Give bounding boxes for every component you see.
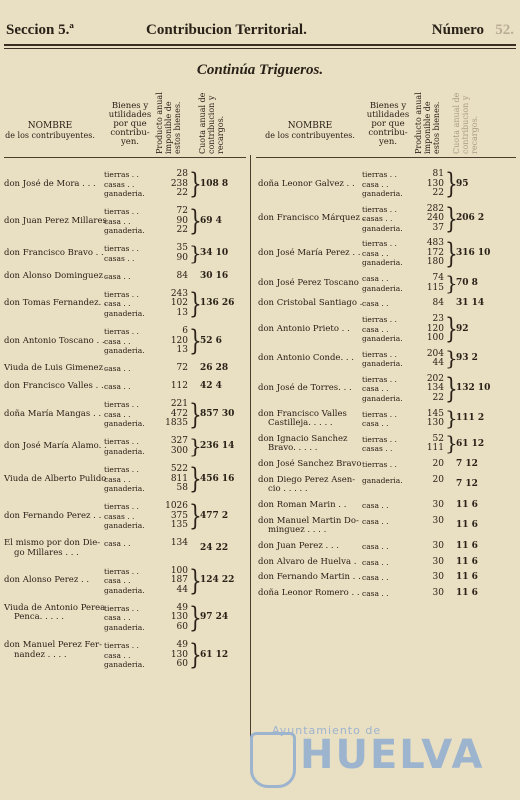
contributor-name: don Roman Marin . . (258, 499, 347, 510)
property-type: casa . . (362, 500, 389, 510)
contributor-name: don José de Torres. . . (258, 383, 352, 394)
left-producto-header: Producto anual imponible de estos bienes. (155, 92, 182, 154)
property-type: tierras . . (104, 327, 139, 336)
property-type: tierras . . (362, 409, 397, 419)
annual-product-value: 30 (432, 499, 444, 510)
annual-quota: 31 14 (456, 298, 485, 309)
annual-product-value: 22 (432, 392, 444, 403)
annual-product-value: 22 (176, 188, 188, 198)
numero-value: 52. (495, 22, 514, 38)
annual-quota: 95 (456, 178, 469, 189)
property-type: tierras . . (104, 400, 139, 410)
annual-product-value: 90 (176, 215, 188, 226)
annual-product-value: 60 (176, 659, 188, 669)
property-type: ganaderia. (362, 223, 403, 233)
property-type: casa . . (104, 474, 131, 484)
property-type: casa . . (362, 299, 389, 309)
property-type: tierras . . (362, 315, 397, 324)
property-type: casa . . (362, 179, 389, 189)
contributor-name: don Juan Perez . . . (258, 540, 340, 551)
annual-product-value: 202 (426, 373, 444, 384)
contributor-name: don José María Alamo. . (4, 441, 107, 452)
property-type: tierras . . (104, 566, 139, 576)
property-type: tierras . . (362, 170, 397, 179)
huelva-watermark: Ayuntamiento de HUELVA (250, 722, 480, 782)
annual-product-value: 130 (426, 418, 444, 429)
contributor-name: don José Perez Toscano (258, 277, 359, 288)
property-type: ganaderia. (362, 283, 403, 293)
contributor-name: don Ignacio Sanchez (258, 433, 348, 444)
annual-product-value: 72 (176, 206, 188, 217)
table-row (0, 299, 520, 309)
annual-product-value: 30 (432, 556, 444, 567)
property-type: tierras . . (104, 207, 139, 217)
header-rule-thin (4, 48, 516, 49)
brace-icon: } (445, 431, 458, 456)
annual-product-value: 180 (426, 257, 444, 268)
property-type: casa . . (104, 613, 131, 623)
annual-product-value: 49 (176, 602, 188, 613)
annual-product-value: 130 (170, 612, 188, 623)
contributor-name-continued: cio . . . . . (268, 484, 308, 495)
annual-quota: 97 24 (200, 612, 229, 623)
contributor-name-continued: minguez . . . . (268, 525, 327, 536)
annual-product-value: 30 (432, 572, 444, 583)
contributor-name: don Manuel Perez Fer- (4, 640, 102, 650)
property-type: ganaderia. (362, 475, 403, 485)
table-row (0, 589, 520, 599)
annual-product-value: 204 (426, 348, 444, 359)
annual-product-value: 120 (170, 335, 188, 346)
annual-product-value: 327 (170, 436, 188, 447)
section-subtitle: Continúa Trigueros. (196, 62, 324, 78)
property-type: casa . . (362, 516, 389, 526)
annual-quota: 477 2 (200, 510, 229, 521)
annual-product-value: 23 (432, 314, 444, 324)
contributor-name: don José Sanchez Bravo (258, 459, 362, 469)
contributor-name-continued: Penca. . . . . (14, 612, 64, 623)
property-type: tierras . . (104, 603, 139, 613)
contributor-name: don Francisco Bravo . . (4, 247, 104, 258)
annual-product-value: 28 (176, 169, 188, 179)
property-type: casa . . (362, 541, 389, 551)
brace-icon: } (189, 240, 202, 265)
property-type: ganaderia. (104, 189, 145, 198)
annual-product-value: 30 (432, 587, 444, 598)
brace-icon: } (189, 563, 202, 597)
left-cuota-header: Cuota anual de contribucion y recargos. (198, 92, 225, 154)
property-type: casa . . (104, 576, 131, 586)
contributor-name: don Cristobal Santiago . (258, 298, 363, 309)
annual-product-value: 84 (176, 270, 188, 281)
page-header (6, 18, 514, 46)
brace-icon: } (189, 637, 202, 672)
annual-product-value: 20 (432, 459, 444, 469)
table-row (0, 600, 520, 634)
annual-quota: 93 2 (456, 353, 478, 364)
annual-product-value: 134 (426, 383, 444, 394)
property-type: casa . . (362, 419, 389, 429)
property-type: casa . . (104, 299, 131, 309)
property-type: casa . . (104, 336, 131, 346)
contributor-name: Viuda de Luis Gimenez . (4, 363, 109, 374)
annual-product-value: 112 (170, 381, 188, 392)
annual-product-value: 44 (176, 584, 188, 595)
contributor-name: doña María Mangas . . (4, 408, 102, 419)
brace-icon: } (445, 270, 458, 295)
table-row (0, 517, 520, 536)
contributor-name: don Alonso Dominguez . (4, 270, 109, 281)
property-type: ganaderia. (362, 359, 403, 369)
annual-quota: 61 12 (456, 438, 485, 449)
annual-product-value: 13 (176, 307, 188, 318)
property-type: ganaderia. (104, 419, 145, 429)
contributor-name: El mismo por don Die- (4, 538, 101, 549)
annual-product-value: 282 (426, 203, 444, 214)
annual-product-value: 22 (176, 225, 188, 236)
property-type: casa . . (104, 271, 131, 281)
annual-quota: 11 6 (456, 572, 478, 583)
table-row (0, 431, 520, 458)
annual-quota: 111 2 (456, 413, 485, 424)
brace-icon: } (189, 498, 202, 533)
annual-product-value: 30 (432, 540, 444, 551)
property-type: ganaderia. (104, 622, 145, 632)
property-type: tierras . . (362, 204, 397, 214)
header-rule (4, 44, 516, 46)
brace-icon: } (189, 286, 202, 320)
brace-icon: } (189, 323, 202, 358)
annual-product-value: 115 (426, 282, 444, 293)
property-type: tierras . . (104, 289, 139, 299)
annual-quota: 61 12 (200, 649, 229, 660)
annual-product-value: 1026 (165, 501, 188, 512)
property-type: tierras . . (104, 465, 139, 474)
left-name-header: NOMBRE de los contribuyentes. (5, 121, 95, 140)
contributor-name: don Francisco Márquez . (258, 213, 366, 224)
annual-product-value: 243 (170, 288, 188, 299)
annual-quota: 7 12 (456, 459, 478, 469)
contributor-name: doña Leonor Romero . . (258, 587, 360, 598)
table-row (0, 460, 520, 470)
contributor-name: don Antonio Conde. . . (258, 353, 354, 364)
contributor-name: don Tomas Fernandez. . (4, 298, 107, 309)
annual-quota: 236 14 (200, 441, 235, 452)
table-row (0, 558, 520, 568)
table-row (0, 542, 520, 552)
annual-product-value: 13 (176, 345, 188, 355)
property-type: ganaderia. (104, 226, 145, 236)
table-row (0, 346, 520, 371)
property-type: tierras . . (104, 170, 139, 179)
annual-product-value: 49 (176, 640, 188, 650)
annual-product-value: 58 (176, 483, 188, 493)
annual-quota: 206 2 (456, 213, 485, 224)
property-type: tierras . . (104, 502, 139, 512)
annual-quota: 7 12 (456, 479, 478, 490)
annual-product-value: 135 (170, 520, 188, 531)
property-type: tierras . . (104, 244, 139, 254)
brace-icon: } (445, 406, 458, 431)
contributor-name: Viuda de Alberto Pulido (4, 473, 107, 484)
right-producto-header: Producto anual imponible de estos bienes. (414, 92, 441, 154)
property-type: ganaderia. (104, 660, 145, 669)
annual-quota: 69 4 (200, 215, 222, 226)
property-type: casa . . (362, 573, 389, 583)
brace-icon: } (445, 201, 458, 235)
contributor-name: Viuda de Antonio Perea (4, 602, 106, 613)
contributor-name-continued: nandez . . . . (14, 649, 67, 660)
annual-product-value: 130 (426, 178, 444, 189)
property-type: ganaderia. (104, 484, 145, 493)
right-cuota-header: Cuota anual de contribucion y recargos. (452, 92, 479, 154)
annual-product-value: 100 (426, 333, 444, 343)
brace-icon: } (189, 166, 202, 201)
property-type: ganaderia. (362, 189, 403, 198)
brace-icon: } (189, 203, 202, 238)
property-type: tierras . . (362, 374, 397, 384)
property-type: ganaderia. (104, 308, 145, 318)
table-row (0, 166, 520, 201)
property-type: ganaderia. (104, 346, 145, 355)
annual-product-value: 522 (170, 464, 188, 474)
right-bienes-header: Bienes y utilidades por que contribu- yen. (366, 101, 410, 147)
table-row (0, 406, 520, 431)
contributor-name: don Diego Perez Asen- (258, 474, 356, 485)
annual-quota: 26 28 (200, 363, 229, 374)
table-row (0, 201, 520, 238)
annual-product-value: 120 (426, 323, 444, 334)
contributor-name: don Alonso Perez . . (4, 575, 90, 586)
annual-quota: 136 26 (200, 298, 235, 309)
contributor-name: don José María Perez . . (258, 247, 361, 258)
annual-product-value: 472 (170, 408, 188, 419)
property-type: casa . . (362, 324, 389, 334)
annual-quota: 24 22 (200, 542, 229, 553)
annual-quota: 11 6 (456, 587, 478, 598)
annual-product-value: 72 (176, 363, 188, 374)
annual-product-value: 90 (176, 252, 188, 263)
property-type: casa . . (104, 409, 131, 419)
annual-quota: 70 8 (456, 277, 478, 288)
annual-quota: 11 6 (456, 520, 478, 531)
contributor-name: don Manuel Martin Do- (258, 515, 359, 526)
contributor-name: don Fernando Perez . . (4, 510, 102, 521)
annual-product-value: 221 (170, 399, 188, 410)
annual-quota: 30 16 (200, 270, 229, 281)
property-type: casas . . (104, 253, 135, 263)
annual-product-value: 30 (432, 515, 444, 526)
property-type: tierras . . (362, 349, 397, 359)
contributor-name-continued: go Millares . . . (14, 547, 79, 558)
annual-quota: 11 6 (456, 540, 478, 551)
property-type: ganaderia. (362, 393, 403, 403)
contributor-name-continued: Castilleja. . . . . (268, 418, 333, 429)
property-type: casas . . (362, 444, 393, 454)
brace-icon: } (445, 166, 458, 201)
left-bienes-header: Bienes y utilidades por que contribu- yen. (108, 101, 152, 147)
annual-product-value: 22 (432, 188, 444, 198)
property-type: casa . . (104, 539, 131, 549)
annual-product-value: 300 (170, 445, 188, 456)
annual-product-value: 1835 (165, 418, 188, 429)
annual-product-value: 238 (170, 178, 188, 189)
annual-product-value: 483 (426, 238, 444, 249)
property-type: ganaderia. (104, 521, 145, 531)
table-row (0, 473, 520, 495)
contributor-name: don Antonio Toscano . . (4, 335, 105, 346)
right-header-rule (256, 157, 516, 158)
table-row (0, 371, 520, 405)
annual-product-value: 111 (426, 443, 444, 454)
contributor-name: don José de Mora . . . (4, 178, 96, 189)
annual-product-value: 100 (170, 565, 188, 576)
annual-product-value: 37 (432, 222, 444, 233)
section-label: Seccion 5.ª (6, 22, 74, 38)
brace-icon: } (189, 396, 202, 431)
contributor-name: don Juan Perez Millares (4, 215, 107, 226)
contributor-name: don Antonio Prieto . . (258, 323, 350, 334)
annual-product-value: 375 (170, 510, 188, 521)
table-row (0, 637, 520, 672)
property-type: ganaderia. (362, 258, 403, 268)
annual-product-value: 20 (432, 474, 444, 485)
table-row (0, 501, 520, 511)
property-type: tierras . . (362, 460, 397, 469)
annual-product-value: 145 (426, 408, 444, 419)
property-type: casas . . (362, 214, 393, 224)
numero-label: Número (431, 22, 484, 38)
annual-product-value: 102 (170, 298, 188, 309)
annual-product-value: 172 (426, 247, 444, 258)
annual-quota: 857 30 (200, 408, 235, 419)
brace-icon: } (445, 346, 458, 371)
annual-product-value: 44 (432, 358, 444, 369)
property-type: casa . . (104, 216, 131, 226)
property-type: casas . . (104, 511, 135, 521)
table-row (0, 573, 520, 583)
property-type: ganaderia. (104, 446, 145, 456)
property-type: ganaderia. (362, 334, 403, 343)
annual-product-value: 84 (432, 298, 444, 309)
annual-quota: 42 4 (200, 381, 222, 392)
coat-of-arms-icon (250, 732, 296, 788)
brace-icon: } (445, 371, 458, 405)
property-type: tierras . . (362, 239, 397, 249)
annual-quota: 124 22 (200, 575, 235, 586)
annual-product-value: 35 (176, 243, 188, 254)
contributor-name: don Fernando Martin . . (258, 572, 361, 583)
contributor-name-continued: Bravo. . . . . (268, 443, 318, 454)
property-type: casa . . (362, 557, 389, 567)
property-type: casa . . (362, 274, 389, 284)
annual-quota: 108 8 (200, 178, 229, 189)
property-type: casa . . (362, 248, 389, 258)
contributor-name: don Francisco Valles . . (4, 381, 104, 392)
annual-product-value: 74 (432, 273, 444, 284)
annual-product-value: 187 (170, 575, 188, 586)
annual-quota: 132 10 (456, 383, 491, 394)
contributor-name: don Alvaro de Huelva . (258, 556, 357, 567)
annual-quota: 34 10 (200, 247, 229, 258)
property-type: casa . . (362, 588, 389, 598)
annual-product-value: 6 (182, 326, 188, 336)
table-row (0, 235, 520, 270)
annual-quota: 456 16 (200, 473, 235, 484)
annual-quota: 52 6 (200, 335, 222, 346)
contributor-name: doña Leonor Galvez . . (258, 178, 355, 189)
brace-icon: } (445, 311, 458, 346)
brace-icon: } (445, 235, 458, 270)
annual-product-value: 130 (170, 649, 188, 660)
contributor-name: don Francisco Valles (258, 408, 347, 419)
brace-icon: } (189, 461, 202, 496)
property-type: tierras . . (104, 437, 139, 447)
property-type: casa . . (104, 364, 131, 374)
annual-product-value: 60 (176, 621, 188, 632)
property-type: casa . . (104, 650, 131, 660)
property-type: casas . . (104, 179, 135, 189)
left-header-rule (4, 157, 246, 158)
annual-product-value: 134 (170, 538, 188, 549)
document-title: Contribucion Territorial. (146, 22, 307, 38)
property-type: tierras . . (362, 434, 397, 444)
brace-icon: } (189, 433, 202, 458)
brace-icon: } (189, 600, 202, 634)
right-name-header: NOMBRE de los contribuyentes. (265, 121, 355, 140)
annual-quota: 316 10 (456, 247, 491, 258)
annual-quota: 11 6 (456, 499, 478, 510)
annual-product-value: 240 (426, 213, 444, 224)
annual-quota: 11 6 (456, 556, 478, 567)
property-type: tierras . . (104, 641, 139, 650)
property-type: ganaderia. (104, 585, 145, 595)
annual-product-value: 811 (170, 473, 188, 484)
property-type: casa . . (104, 382, 131, 392)
annual-product-value: 81 (432, 169, 444, 179)
annual-quota: 92 (456, 323, 469, 334)
property-type: casa . . (362, 384, 389, 394)
annual-product-value: 52 (432, 433, 444, 444)
